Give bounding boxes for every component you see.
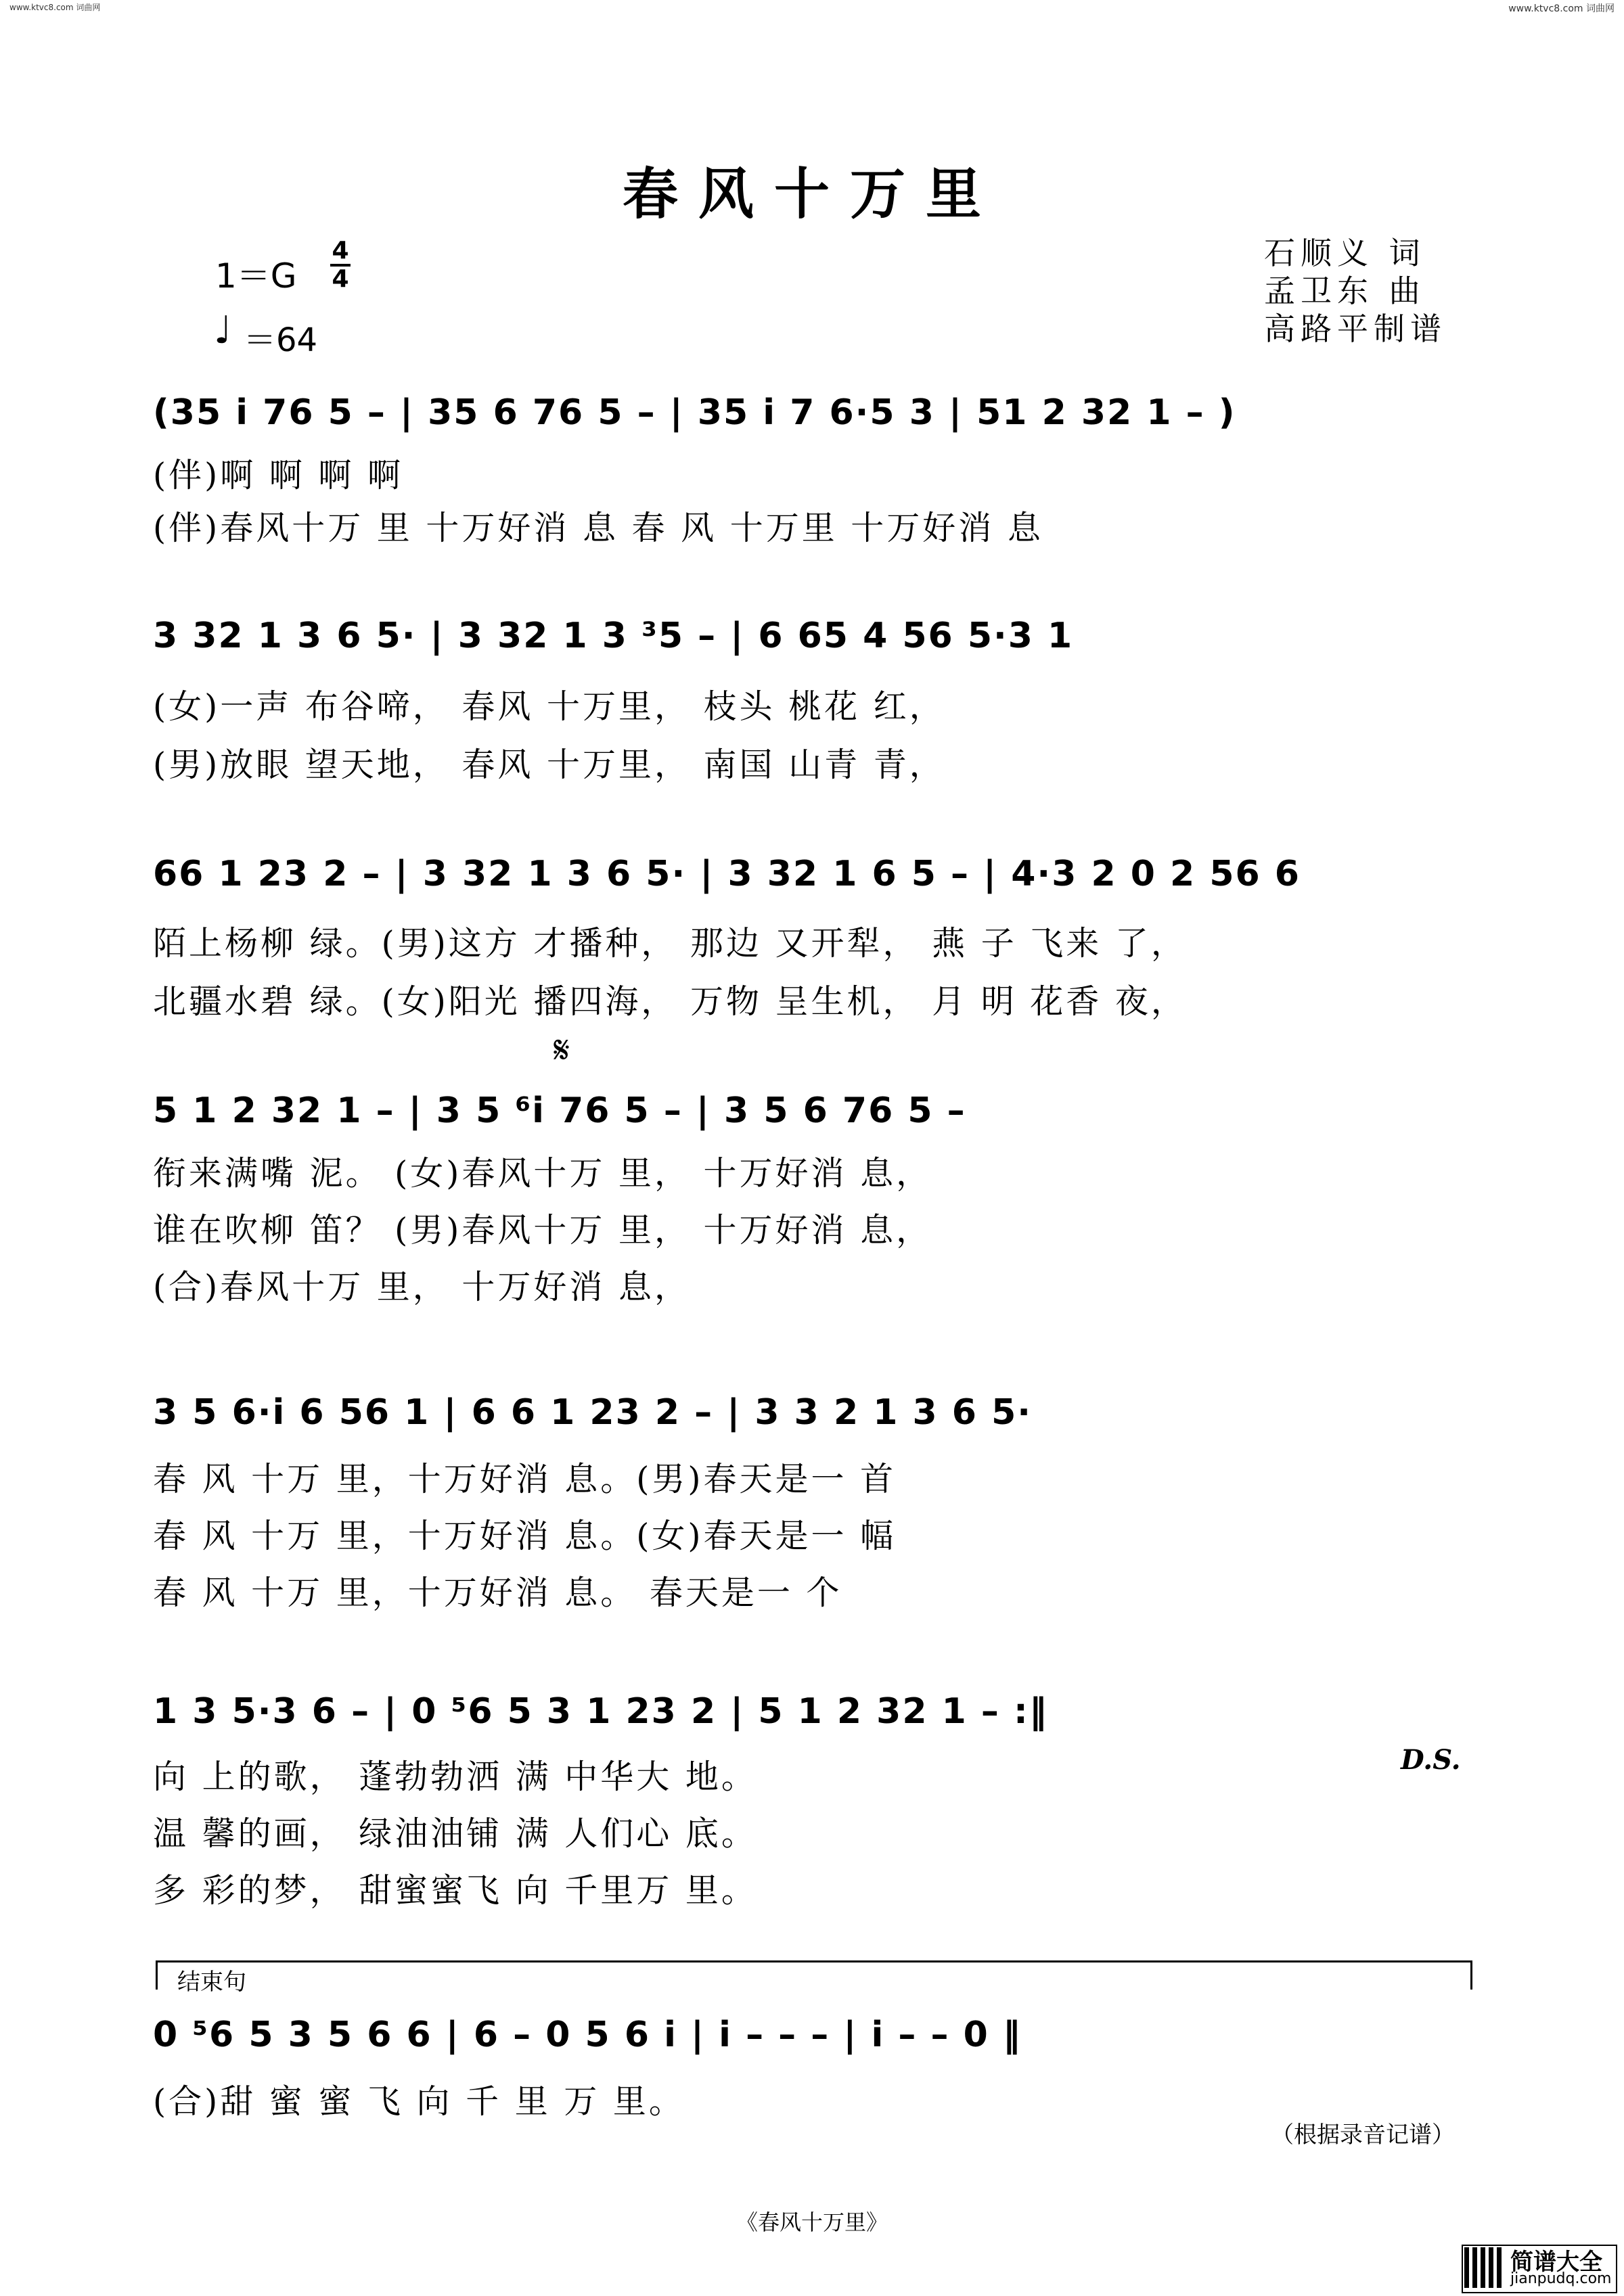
tempo-value: ＝64	[244, 321, 318, 359]
time-signature	[330, 238, 351, 292]
segno-sign: 𝄋	[554, 1028, 570, 1072]
lyric-line-5a: 春 风 十万 里，十万好消 息。(男)春天是一 首	[153, 1460, 897, 1498]
notation-line-4: 5 1 2 32 1 – | 3 5 ⁶i 76 5 – | 3 5 6 76 5 –	[153, 1090, 966, 1131]
logo-name: 简谱大全	[1510, 2249, 1602, 2276]
lyric-line-5b: 春 风 十万 里，十万好消 息。(女)春天是一 幅	[153, 1517, 897, 1555]
logo-url[interactable]: jianpudq.com	[1510, 2270, 1612, 2287]
notation-line-7: 0 ⁵6 5 3 5 6 6 | 6 – 0 5 6 i | i – – – | i – – 0 ‖	[153, 2015, 1022, 2055]
notation-line-2: 3 32 1 3 6 5· | 3 32 1 3 ³5 – | 6 65 4 56 5·3 1	[153, 616, 1074, 656]
lyric-line-5c: 春 风 十万 里，十万好消 息。 春天是一 个	[153, 1574, 842, 1612]
lyric-line-7a: (合)甜 蜜 蜜 飞 向 千 里 万 里。	[153, 2082, 685, 2121]
lyric-line-6c: 多 彩的梦， 甜蜜蜜飞 向 千里万 里。	[153, 1871, 757, 1910]
lyric-line-6a: 向 上的歌， 蓬勃勃洒 满 中华大 地。	[153, 1758, 757, 1796]
song-title: 春风十万里	[622, 162, 1001, 227]
header-right: www.ktvc8.com 词曲网	[1508, 3, 1615, 14]
lyric-line-2a: (女)一声 布谷啼， 春风 十万里， 枝头 桃花 红，	[153, 687, 945, 726]
lyricist-credit: 石顺义 词	[1264, 235, 1426, 271]
coda-label: 结束句	[177, 1969, 246, 1996]
notation-line-3: 66 1 23 2 – | 3 32 1 3 6 5· | 3 32 1 6 5 – | 4·3 2 0 2 56 6	[153, 854, 1301, 894]
notation-line-6: 1 3 5·3 6 – | 0 ⁵6 5 3 1 23 2 | 5 1 2 32 1 – :‖	[153, 1691, 1048, 1732]
time-signature-bottom: 4	[332, 265, 349, 293]
lyric-line-3b: 北疆水碧 绿。(女)阳光 播四海， 万物 呈生机， 月 明 花香 夜，	[153, 982, 1187, 1021]
header-left: www.ktvc8.com 词曲网	[9, 3, 101, 12]
time-signature-top: 4	[332, 237, 349, 265]
notation-line-5: 3 5 6·i 6 56 1 | 6 6 1 23 2 – | 3 3 2 1 3 6 5·	[153, 1392, 1033, 1433]
lyric-line-1a: (伴)啊 啊 啊 啊	[153, 456, 403, 495]
footer-title: 《春风十万里》	[736, 2209, 888, 2235]
lyric-line-4b: 谁在吹柳 笛？ (男)春风十万 里， 十万好消 息，	[153, 1211, 932, 1249]
piano-keys-icon	[1464, 2247, 1505, 2288]
arranger-credit: 高路平制谱	[1264, 311, 1447, 347]
lyric-line-6b: 温 馨的画， 绿油油铺 满 人们心 底。	[153, 1814, 757, 1853]
key-signature: 1＝G	[215, 256, 297, 296]
lyric-line-4a: 衔来满嘴 泥。 (女)春风十万 里， 十万好消 息，	[153, 1154, 932, 1193]
lyric-line-1b: (伴)春风十万 里 十万好消 息 春 风 十万里 十万好消 息	[153, 509, 1043, 547]
lyric-line-4c: (合)春风十万 里， 十万好消 息，	[153, 1268, 690, 1306]
notation-line-1: (35 i 76 5 – | 35 6 76 5 – | 35 i 7 6·5 3 | 51 2 32 1 – )	[153, 392, 1236, 433]
coda-bracket	[156, 1960, 1472, 1990]
lyric-line-3a: 陌上杨柳 绿。(男)这方 才播种， 那边 又开犁， 燕 子 飞来 了，	[153, 924, 1187, 963]
quarter-note-icon: ♩	[214, 308, 232, 352]
ds-marking: D.S.	[1401, 1744, 1461, 1776]
transcription-note: （根据录音记谱）	[1271, 2121, 1455, 2149]
lyric-line-2b: (男)放眼 望天地， 春风 十万里， 南国 山青 青，	[153, 745, 945, 784]
composer-credit: 孟卫东 曲	[1264, 273, 1426, 309]
